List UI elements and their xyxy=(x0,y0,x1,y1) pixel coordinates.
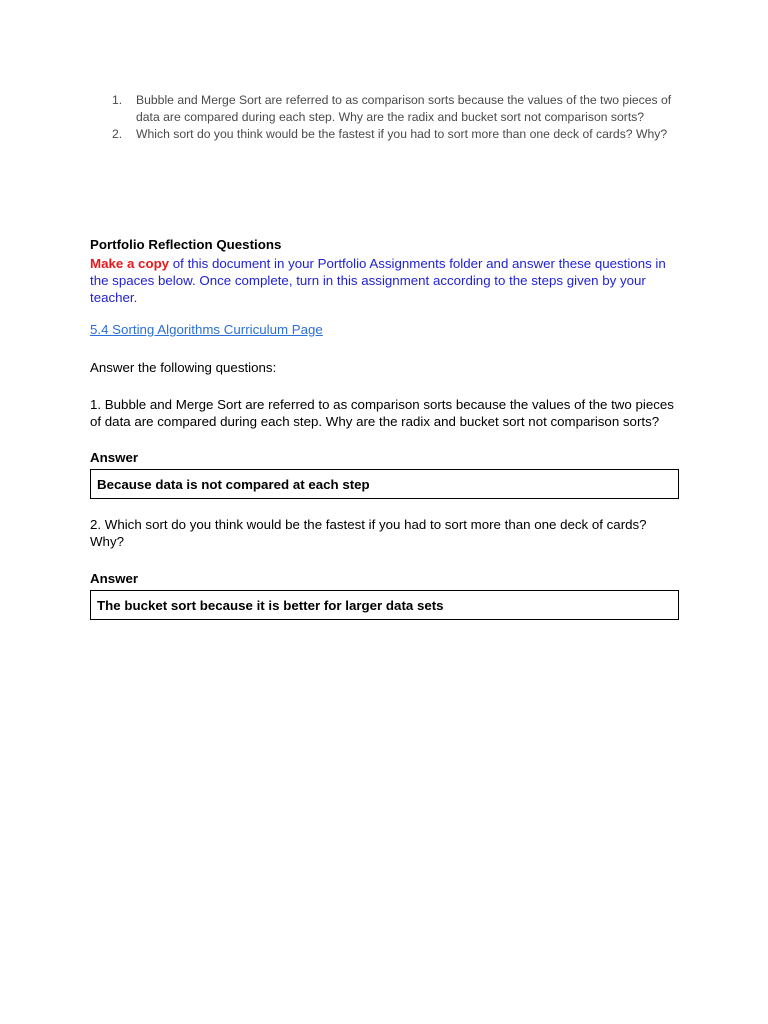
question-2-text: 2. Which sort do you think would be the fastest if you had to sort more than one deck of cards? Why? xyxy=(90,517,647,549)
list-item-text: Which sort do you think would be the fastest if you had to sort more than one deck of cards? Why? xyxy=(136,127,668,141)
list-item xyxy=(112,92,682,126)
answer-box-1[interactable] xyxy=(90,469,679,499)
question-1-text: 1. Bubble and Merge Sort are referred to as comparison sorts because the values of the two pieces of data are compared during each step. Why are the radix and bucket sort not comparison sorts? xyxy=(90,397,674,429)
instructions-text xyxy=(90,255,680,306)
top-question-list xyxy=(112,92,682,143)
list-item-number: 1. xyxy=(112,93,123,107)
answer-following-prompt: Answer the following questions: xyxy=(90,360,277,375)
answer-text-2: The bucket sort because it is better for larger data sets xyxy=(97,597,444,613)
answer-text-1: Because data is not compared at each step xyxy=(97,476,370,492)
answer-label-2: Answer xyxy=(90,571,139,586)
list-item-number: 2. xyxy=(112,127,123,141)
curriculum-page-link[interactable]: 5.4 Sorting Algorithms Curriculum Page xyxy=(90,322,323,337)
answer-label-1: Answer xyxy=(90,450,139,465)
section-heading: Portfolio Reflection Questions xyxy=(90,237,282,252)
answer-box-2[interactable] xyxy=(90,590,679,620)
list-item-text: Bubble and Merge Sort are referred to as comparison sorts because the values of the two pieces of data are compared during each step. Why are the radix and bucket sort not comparison sorts? xyxy=(136,93,672,124)
make-a-copy-highlight: Make a copy xyxy=(90,256,170,271)
instructions-rest: of this document in your Portfolio Assignments folder and answer these questions in the spaces below. Once complete, turn in this assignment according to the steps given by your teacher. xyxy=(90,256,666,305)
reflection-section xyxy=(90,236,680,620)
list-item xyxy=(112,126,682,143)
